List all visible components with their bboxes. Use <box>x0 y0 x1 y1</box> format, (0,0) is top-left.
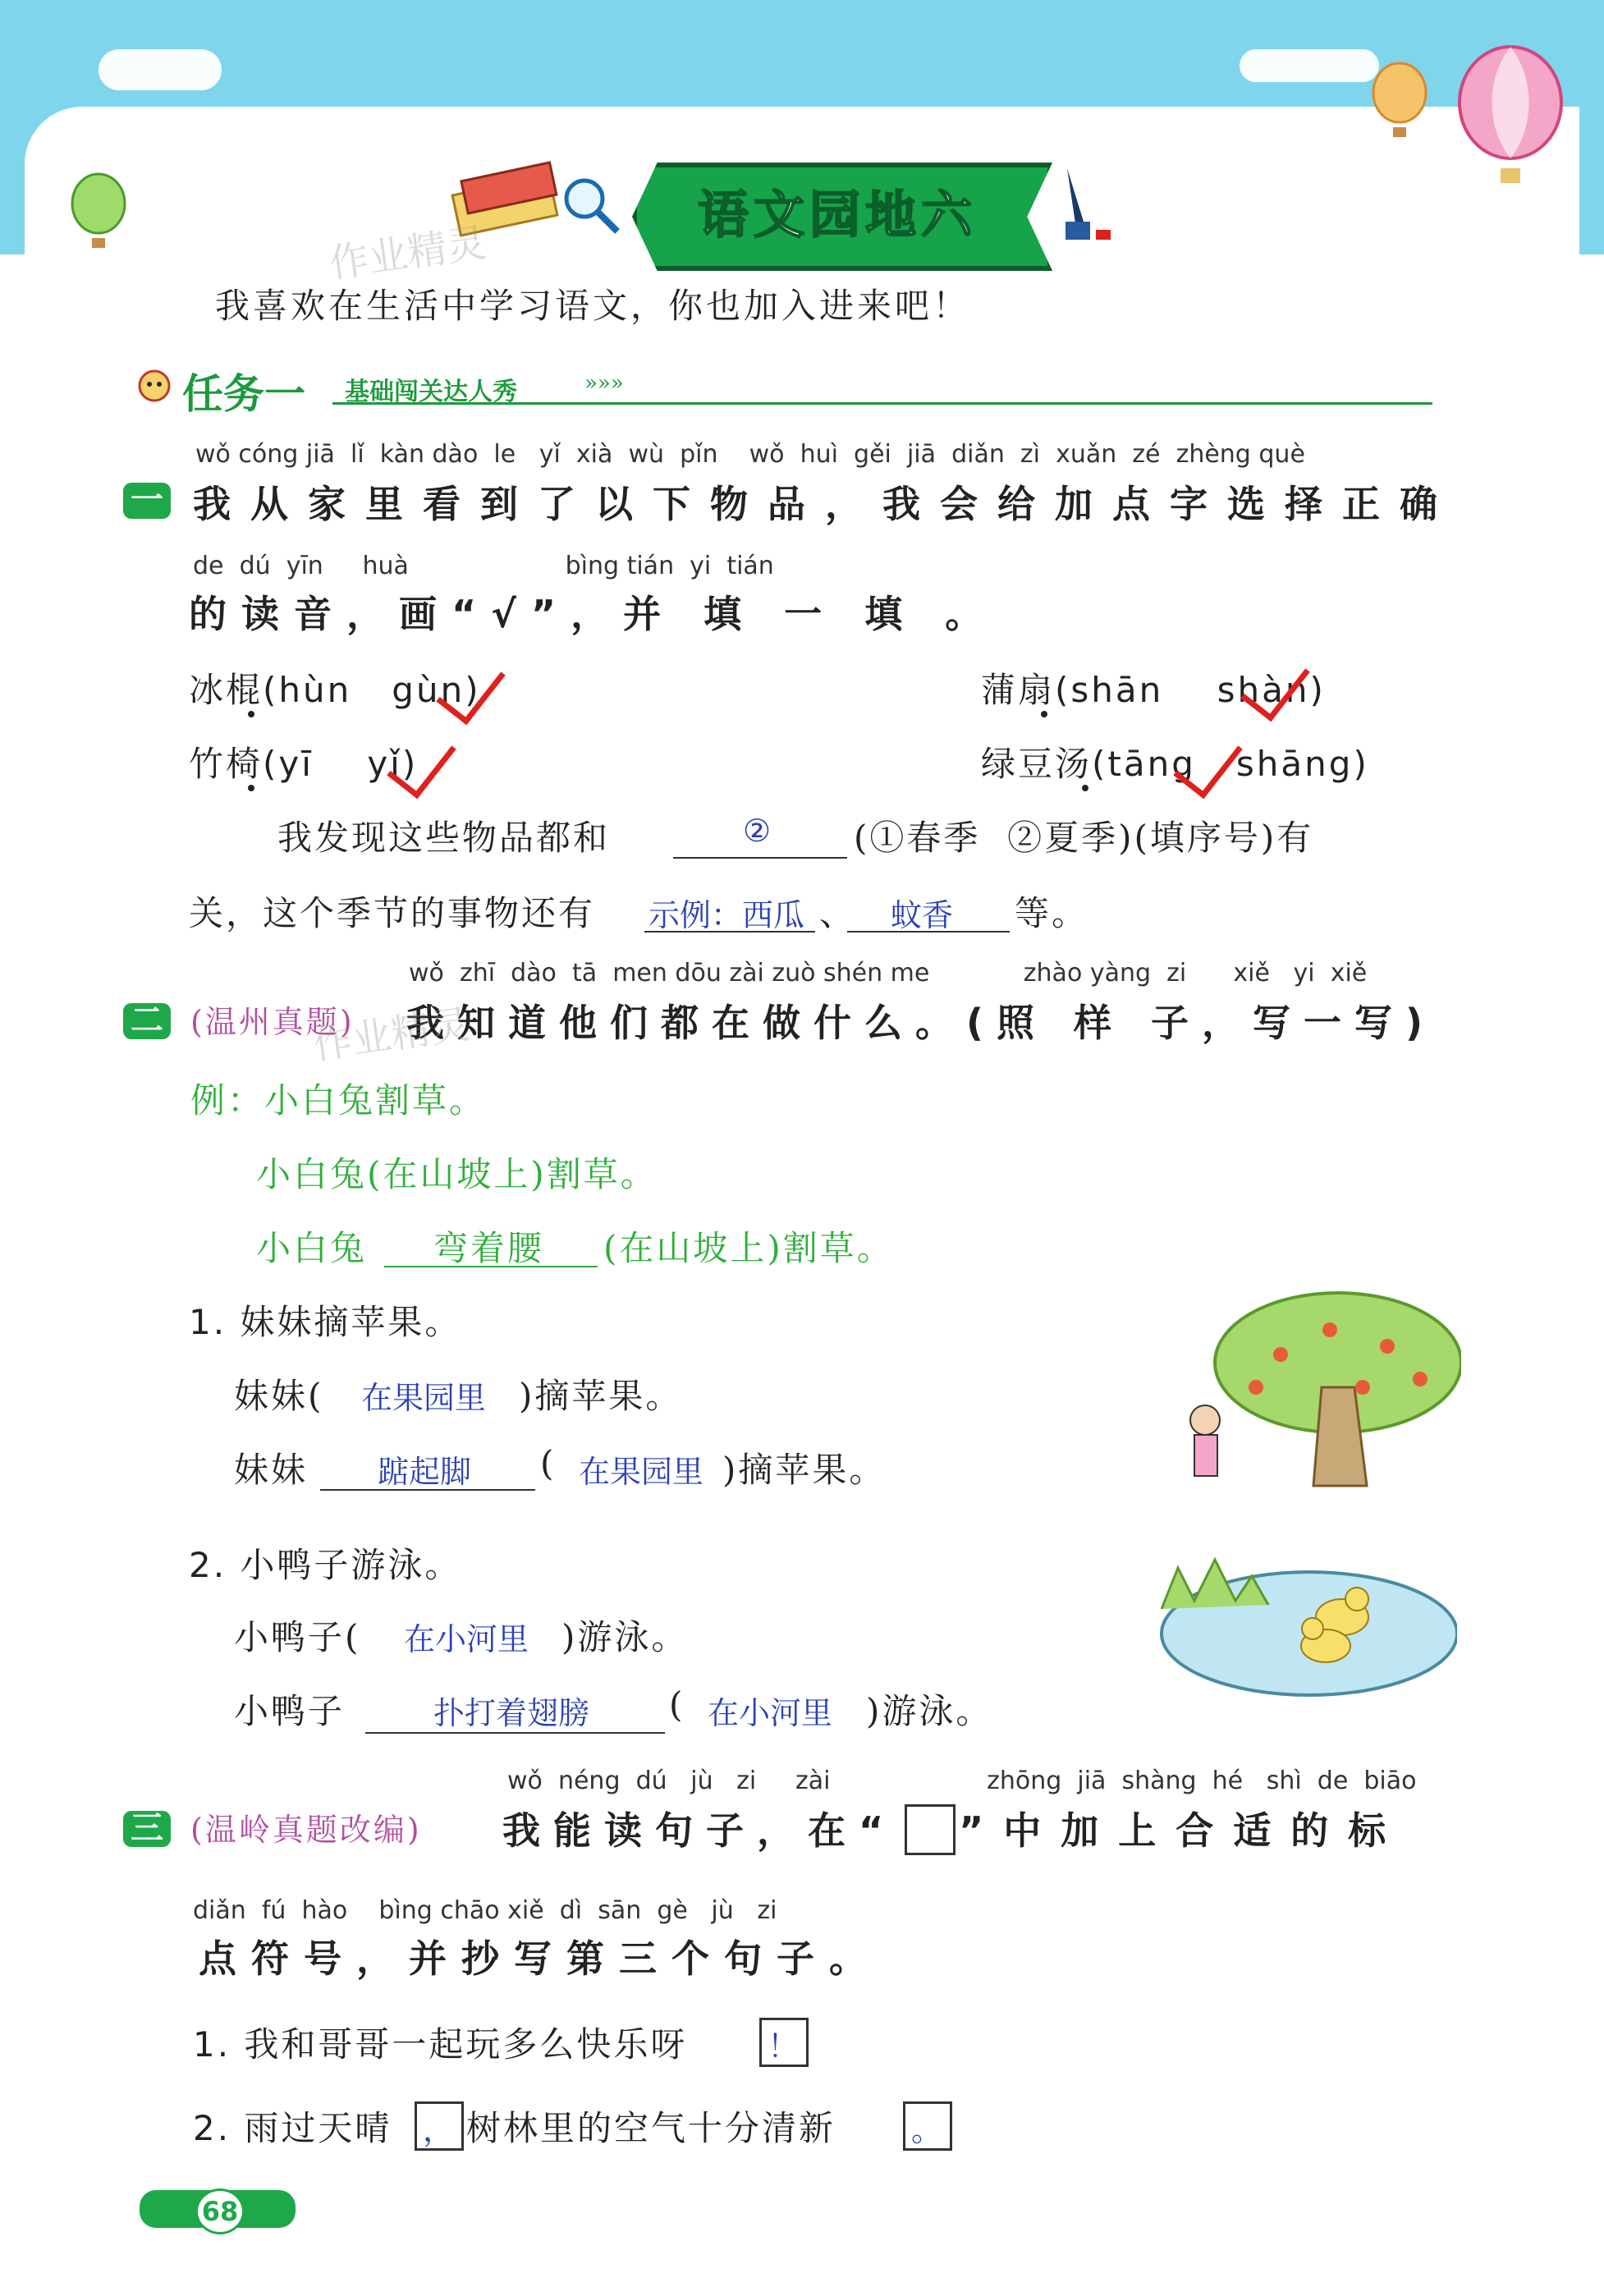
sub-question: 1. 妹妹摘苹果。 <box>189 1302 462 1342</box>
page-title: 语文园地六 <box>697 185 977 245</box>
punctuation-box <box>905 1804 956 1855</box>
question-text: ”中加上合适的标 <box>959 1808 1406 1853</box>
answer-text: 扑打着翅膀 <box>433 1695 590 1731</box>
fill-sentence: ( <box>669 1684 685 1725</box>
sub-question: 树林里的空气十分清新 <box>466 2108 836 2148</box>
ink-pen-icon <box>1051 164 1125 246</box>
answer-text: ② <box>743 813 772 849</box>
magnifier-icon <box>558 172 624 238</box>
example-text: 小白兔(在山坡上)割草。 <box>256 1154 658 1194</box>
answer-text: 蚊香 <box>891 897 954 933</box>
word-option: 竹椅(yī yǐ) <box>189 744 419 784</box>
example-text: (在山坡上)割草。 <box>603 1228 894 1268</box>
fill-sentence: )游泳。 <box>866 1691 993 1731</box>
page-number: 68 <box>195 2188 245 2234</box>
answer-line <box>847 931 1010 933</box>
question-text: 点符号，并抄写第三个句子。 <box>199 1936 882 1981</box>
example-text: 小白兔 <box>256 1228 368 1268</box>
answer-text: 踮起脚 <box>378 1454 472 1490</box>
intro-text: 我喜欢在生活中学习语文，你也加入进来吧！ <box>215 286 971 326</box>
task-divider <box>332 402 1432 405</box>
example-text: 例：小白兔割草。 <box>190 1080 487 1121</box>
word-option: 绿豆汤(tāng shāng) <box>981 744 1369 784</box>
answer-text: 。 <box>911 2112 943 2148</box>
fill-sentence: 等。 <box>1015 893 1089 933</box>
fill-sentence: )摘苹果。 <box>519 1376 683 1416</box>
fill-sentence: 、 <box>819 893 857 933</box>
sub-question: 2. 雨过天晴 <box>193 2108 392 2148</box>
task-subtitle: 基础闯关达人秀 <box>345 378 517 406</box>
fill-sentence: 小鸭子( <box>234 1617 361 1657</box>
fill-sentence: 妹妹( <box>234 1376 324 1416</box>
question-text: 我能读句子，在“ <box>502 1808 897 1853</box>
pinyin-line: diǎn fú hào bìng chāo xiě dì sān gè jù zi <box>193 1896 777 1925</box>
answer-line <box>365 1732 665 1734</box>
fill-sentence: )游泳。 <box>561 1617 689 1657</box>
emphasis-dot <box>1041 711 1047 717</box>
question-badge: 一 <box>123 483 171 519</box>
answer-line <box>644 931 815 933</box>
question-badge: 二 <box>123 1003 171 1039</box>
pinyin-line: wǒ cóng jiā lǐ kàn dào le yǐ xià wù pǐn wǒ huì gěi jiā diǎn zì xuǎn zé zhèng què <box>195 440 1305 469</box>
answer-line <box>673 857 847 859</box>
answer-text: ！ <box>768 2028 800 2065</box>
hot-air-balloon-icon <box>1367 62 1432 144</box>
answer-line <box>384 1266 598 1267</box>
answer-text: 示例：西瓜 <box>648 897 805 933</box>
pinyin-line: wǒ néng dú jù zi zài zhōng jiā shàng hé shì de biāo <box>507 1767 1417 1795</box>
hot-air-balloon-icon <box>1453 45 1568 193</box>
hot-air-balloon-icon <box>66 172 131 254</box>
sub-question: 2. 小鸭子游泳。 <box>189 1545 462 1585</box>
question-text: 我知道他们都在做什么。(照 样 子，写一写) <box>406 1001 1437 1045</box>
task-arrows: »»» <box>584 371 624 396</box>
example-answer: 弯着腰 <box>433 1228 545 1268</box>
sub-question: 1. 我和哥哥一起玩多么快乐呀 <box>193 2024 688 2065</box>
page-number-badge <box>140 2190 296 2228</box>
answer-text: 在小河里 <box>404 1621 529 1657</box>
cloud <box>99 49 222 90</box>
mascot-icon <box>130 360 179 409</box>
fill-sentence: )摘苹果。 <box>722 1450 887 1490</box>
pinyin-line: wǒ zhī dào tā men dōu zài zuò shén me zhào yàng zi xiě yi xiě <box>409 959 1368 988</box>
word-option: 冰棍(hùn gùn) <box>189 670 481 710</box>
fill-sentence: 我发现这些物品都和 <box>277 818 611 858</box>
cloud <box>1240 49 1379 82</box>
question-badge: 三 <box>123 1811 171 1847</box>
question-source: (温州真题) <box>190 1004 355 1040</box>
question-source: (温岭真题改编) <box>190 1812 422 1848</box>
answer-line <box>320 1489 535 1491</box>
watermark: 作业精灵 <box>326 219 489 288</box>
duck-pond-illustration <box>1145 1543 1457 1699</box>
fill-sentence: 小鸭子 <box>234 1691 346 1731</box>
watermark: 作业精灵 <box>309 1001 473 1070</box>
word-option: 蒲扇(shān shàn) <box>981 670 1326 710</box>
task-label: 任务一 <box>182 370 305 418</box>
fill-sentence: ( <box>540 1443 557 1483</box>
answer-text: 在果园里 <box>361 1380 487 1416</box>
answer-text: 在小河里 <box>708 1695 833 1731</box>
fill-sentence: (①春季 ②夏季)(填序号)有 <box>854 818 1314 858</box>
pinyin-line: de dú yīn huà bìng tián yi tián <box>193 552 774 580</box>
question-text: 的读音，画“√”，并 填 一 填 。 <box>189 592 998 636</box>
emphasis-dot <box>248 711 254 717</box>
fill-sentence: 妹妹 <box>234 1450 309 1490</box>
answer-text: ， <box>423 2112 455 2148</box>
fill-sentence: 关，这个季节的事物还有 <box>189 893 596 933</box>
answer-text: 在果园里 <box>579 1454 704 1490</box>
apple-tree-illustration <box>1166 1289 1461 1502</box>
question-text: 我从家里看到了以下物品，我会给加点字选择正确 <box>193 482 1457 526</box>
emphasis-dot <box>1082 785 1088 791</box>
emphasis-dot <box>248 785 254 791</box>
